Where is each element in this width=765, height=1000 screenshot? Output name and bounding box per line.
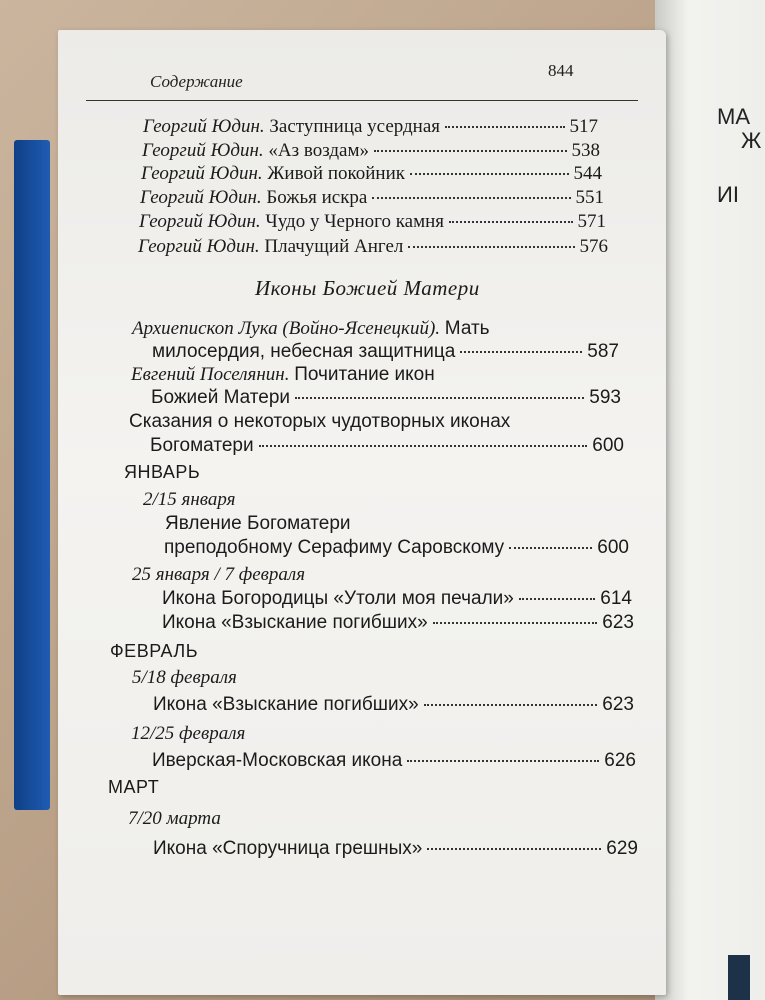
toc-entry-line (131, 364, 435, 386)
toc-page: 576 (579, 236, 608, 257)
toc-title: Икона «Споручница грешных» (153, 838, 423, 859)
dot-leader (449, 221, 572, 223)
toc-entry (139, 211, 606, 233)
dot-leader (410, 173, 569, 175)
toc-entry (143, 116, 598, 138)
toc-entry-line (132, 318, 490, 340)
toc-title: Божья искра (266, 187, 368, 208)
toc-page: 600 (592, 435, 624, 456)
toc-page: 629 (606, 838, 638, 859)
dot-leader (372, 197, 570, 199)
toc-entry (162, 588, 632, 610)
toc-entry (164, 537, 629, 559)
month-heading: ФЕВРАЛЬ (110, 641, 199, 661)
dot-leader (460, 351, 582, 353)
dot-leader (408, 246, 574, 248)
toc-page: 626 (604, 750, 636, 771)
toc-page: 551 (575, 187, 604, 208)
toc-page: 593 (589, 387, 621, 408)
toc-title: Богоматери (150, 435, 254, 456)
toc-title: Икона «Взыскание погибших» (153, 694, 419, 715)
toc-page: 571 (577, 211, 606, 232)
toc-entry (152, 341, 619, 363)
toc-page: 623 (602, 612, 634, 633)
toc-title: Иверская-Московская икона (152, 750, 403, 771)
toc-author: Георгий Юдин. (140, 187, 262, 208)
facing-page-fragment: Ж (741, 128, 762, 153)
toc-author: Георгий Юдин. (139, 211, 261, 232)
month-heading: ЯНВАРЬ (124, 462, 201, 482)
toc-author: Георгий Юдин. (143, 116, 265, 137)
toc-page: 614 (600, 588, 632, 609)
toc-author: Георгий Юдин. (141, 163, 263, 184)
toc-entry (162, 612, 634, 634)
toc-title: Живой покойник (267, 163, 405, 184)
toc-entry (140, 187, 604, 209)
toc-title: Мать (444, 318, 490, 339)
toc-page: 544 (573, 163, 602, 184)
dot-leader (427, 848, 601, 850)
toc-entry-line (129, 411, 510, 433)
dot-leader (445, 126, 564, 128)
dot-leader (433, 622, 598, 624)
date-heading: 12/25 февраля (131, 723, 246, 744)
toc-author: Георгий Юдин. (142, 140, 264, 161)
toc-entry (153, 838, 638, 860)
toc-entry (152, 750, 636, 772)
toc-title: Икона «Взыскание погибших» (162, 612, 428, 633)
toc-entry (141, 163, 602, 185)
toc-entry (153, 694, 634, 716)
toc-title: Божией Матери (151, 387, 291, 408)
date-heading: 5/18 февраля (132, 667, 237, 688)
facing-page-fragment: ИІ (717, 182, 739, 207)
table-edge (728, 955, 750, 1000)
toc-entry (150, 435, 624, 457)
toc-title: преподобному Серафиму Саровскому (164, 537, 505, 558)
toc-title: Чудо у Черного камня (265, 211, 445, 232)
toc-author: Евгений Поселянин. (131, 364, 290, 385)
date-heading: 2/15 января (143, 489, 236, 510)
month-heading: МАРТ (108, 777, 160, 797)
book-cover-edge (14, 140, 50, 810)
toc-entry (138, 236, 608, 258)
dot-leader (259, 445, 588, 447)
toc-page: 587 (587, 341, 619, 362)
toc-author: Архиепископ Лука (Войно-Ясенецкий). (132, 318, 441, 339)
toc-entry (151, 387, 621, 409)
toc-title: Икона Богородицы «Утоли моя печали» (162, 588, 514, 609)
facing-page-fragment: МА (717, 104, 750, 129)
toc-title: Плачущий Ангел (264, 236, 404, 257)
toc-title: Сказания о некоторых чудотворных иконах (129, 411, 511, 432)
running-header-title: Содержание (150, 72, 243, 91)
toc-title: Почитание икон (294, 364, 435, 385)
page-number: 844 (548, 61, 574, 80)
dot-leader (519, 598, 595, 600)
toc-page: 623 (602, 694, 634, 715)
toc-entry-line: Явление Богоматери (165, 513, 351, 534)
date-heading: 25 января / 7 февраля (132, 564, 306, 585)
toc-author: Георгий Юдин. (138, 236, 260, 257)
facing-page (655, 0, 765, 1000)
dot-leader (424, 704, 598, 706)
dot-leader (295, 397, 584, 399)
section-heading: Иконы Божией Матери (255, 276, 480, 300)
dot-leader (407, 760, 599, 762)
dot-leader (374, 150, 567, 152)
date-heading: 7/20 марта (128, 808, 221, 829)
dot-leader (509, 547, 592, 549)
toc-page: 600 (597, 537, 629, 558)
toc-title: милосердия, небесная защитница (152, 341, 456, 362)
toc-page: 538 (571, 140, 600, 161)
toc-entry (142, 140, 600, 162)
toc-page: 517 (569, 116, 598, 137)
toc-title: Заступница усердная (269, 116, 441, 137)
toc-title: «Аз воздам» (268, 140, 369, 161)
